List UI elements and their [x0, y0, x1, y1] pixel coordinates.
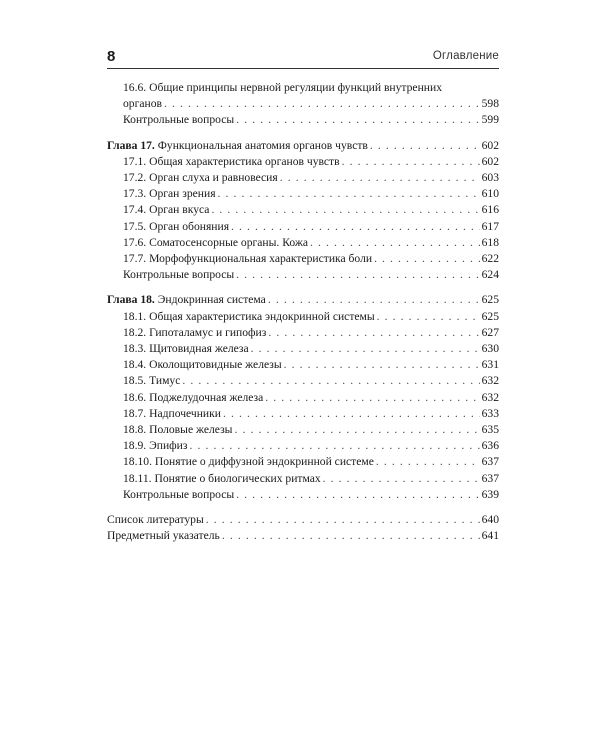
toc-entry-page: 632 [481, 374, 499, 388]
toc-entry-18-7 [107, 406, 499, 422]
toc-entry-label: 18.9. Эпифиз [123, 439, 188, 453]
toc-entry-label: 18.5. Тимус [123, 374, 181, 388]
toc-entry-page: 631 [481, 358, 499, 372]
toc-entry-label: 18.6. Поджелудочная железа [123, 390, 264, 404]
toc-entry-page: 637 [481, 471, 499, 485]
toc-entry-page: 602 [481, 138, 499, 152]
toc-entry-references [107, 512, 499, 528]
toc-entry-label: 17.3. Орган зрения [123, 187, 216, 201]
leader-dots [211, 202, 479, 218]
leader-dots [189, 438, 479, 454]
toc-entry-page: 610 [481, 187, 499, 201]
toc-entry-label: 18.1. Общая характеристика эндокринной системы [123, 309, 375, 323]
leader-dots [218, 186, 480, 202]
leader-dots [206, 512, 480, 528]
toc-entry-17-2 [107, 170, 499, 186]
toc-entry-page: 622 [481, 252, 499, 266]
chapter-title: Эндокринная система [157, 293, 266, 307]
leader-dots [310, 235, 480, 251]
toc-entry-label-continued: органов [123, 97, 162, 111]
toc-entry-page: 630 [481, 342, 499, 356]
toc-entry-page: 598 [481, 97, 499, 111]
leader-dots [342, 154, 480, 170]
leader-dots [377, 309, 480, 325]
toc-entry-18-2 [107, 325, 499, 341]
leader-dots [265, 390, 479, 406]
running-head: Оглавление [432, 50, 499, 62]
toc-entry-label: Контрольные вопросы [123, 487, 235, 501]
leader-dots [231, 219, 480, 235]
leader-dots [236, 487, 479, 503]
leader-dots [223, 406, 480, 422]
toc-entry-page: 602 [481, 154, 499, 168]
toc-entry-17-4 [107, 202, 499, 218]
toc-entry-18-11 [107, 471, 499, 487]
toc-entry-label: 18.4. Околощитовидные железы [123, 358, 282, 372]
toc-entry-label: 18.10. Понятие о диффузной эндокринной системе [123, 455, 374, 469]
toc-entry-page: 599 [481, 113, 499, 127]
toc-entry-17-5 [107, 219, 499, 235]
toc-entry-18-5 [107, 373, 499, 389]
toc-entry-page: 632 [481, 390, 499, 404]
toc-entry-page: 625 [481, 309, 499, 323]
toc-entry-page: 627 [481, 325, 499, 339]
toc-entry-subject-index [107, 528, 499, 544]
leader-dots [284, 357, 480, 373]
toc-entry-18-4 [107, 357, 499, 373]
toc-entry-18-6 [107, 390, 499, 406]
toc-entry-page: 640 [481, 513, 499, 527]
chapter-prefix: Глава 17. [107, 138, 155, 152]
toc-entry-page: 635 [481, 423, 499, 437]
leader-dots [251, 341, 480, 357]
toc-entry-17-1 [107, 154, 499, 170]
toc-entry-18-1 [107, 309, 499, 325]
page-number: 8 [107, 48, 116, 65]
toc-entry-label: 18.7. Надпочечники [123, 406, 221, 420]
toc-entry-18-3 [107, 341, 499, 357]
chapter-prefix: Глава 18. [107, 293, 155, 307]
toc-entry-17-3 [107, 186, 499, 202]
leader-dots [280, 170, 480, 186]
toc-entry-page: 636 [481, 439, 499, 453]
toc-entry-label: Список литературы [107, 513, 204, 527]
toc-entry-page: 624 [481, 268, 499, 282]
toc-entry-page: 618 [481, 235, 499, 249]
toc-entry-page: 616 [481, 203, 499, 217]
toc-entry-page: 603 [481, 171, 499, 185]
leader-dots [374, 251, 480, 267]
leader-dots [222, 528, 480, 544]
toc-entry-questions-16 [107, 112, 499, 128]
toc-entry-questions-18 [107, 487, 499, 503]
toc-entry-label: 17.4. Орган вкуса [123, 203, 210, 217]
toc-entry-label: 17.6. Соматосенсорные органы. Кожа [123, 235, 309, 249]
leader-dots [236, 112, 479, 128]
toc-entry-page: 637 [481, 455, 499, 469]
leader-dots [323, 471, 480, 487]
toc-entry-label: 18.3. Щитовидная железа [123, 342, 249, 356]
toc-entry-page: 641 [481, 529, 499, 543]
toc-entry-label: Контрольные вопросы [123, 268, 235, 282]
leader-dots [268, 292, 480, 308]
toc-entry-17-7 [107, 251, 499, 267]
toc-entry-page: 633 [481, 406, 499, 420]
leader-dots [370, 138, 480, 154]
leader-dots [376, 454, 480, 470]
chapter-title: Функциональная анатомия органов чувств [157, 138, 368, 152]
toc-entry-questions-17 [107, 267, 499, 283]
toc-entry-label: Предметный указатель [107, 529, 220, 543]
toc-entry-17-6 [107, 235, 499, 251]
leader-dots [268, 325, 479, 341]
toc-entry-18-9 [107, 438, 499, 454]
toc-chapter-18 [107, 292, 499, 308]
toc-entry-label: 16.6. Общие принципы нервной регуляции функций внутренних [123, 81, 442, 94]
toc-entry-label: 18.11. Понятие о биологических ритмах [123, 471, 321, 485]
leader-dots [236, 267, 479, 283]
toc-chapter-17 [107, 138, 499, 154]
toc-entry-16-6 [107, 80, 499, 112]
table-of-contents [107, 80, 499, 544]
toc-entry-page: 617 [481, 219, 499, 233]
leader-dots [164, 96, 480, 112]
toc-entry-page: 639 [481, 487, 499, 501]
toc-entry-18-10 [107, 454, 499, 470]
toc-entry-label: 17.2. Орган слуха и равновесия [123, 171, 278, 185]
leader-dots [182, 373, 479, 389]
toc-entry-18-8 [107, 422, 499, 438]
leader-dots [234, 422, 479, 438]
toc-entry-page: 625 [481, 293, 499, 307]
toc-entry-label: 17.1. Общая характеристика органов чувств [123, 154, 340, 168]
toc-entry-label: 17.7. Морфофункциональная характеристика боли [123, 252, 373, 266]
page-header [107, 46, 499, 69]
toc-entry-label: 18.2. Гипоталамус и гипофиз [123, 325, 267, 339]
toc-entry-label: Контрольные вопросы [123, 113, 235, 127]
toc-entry-label: 18.8. Половые железы [123, 423, 233, 437]
toc-entry-label: 17.5. Орган обоняния [123, 219, 230, 233]
